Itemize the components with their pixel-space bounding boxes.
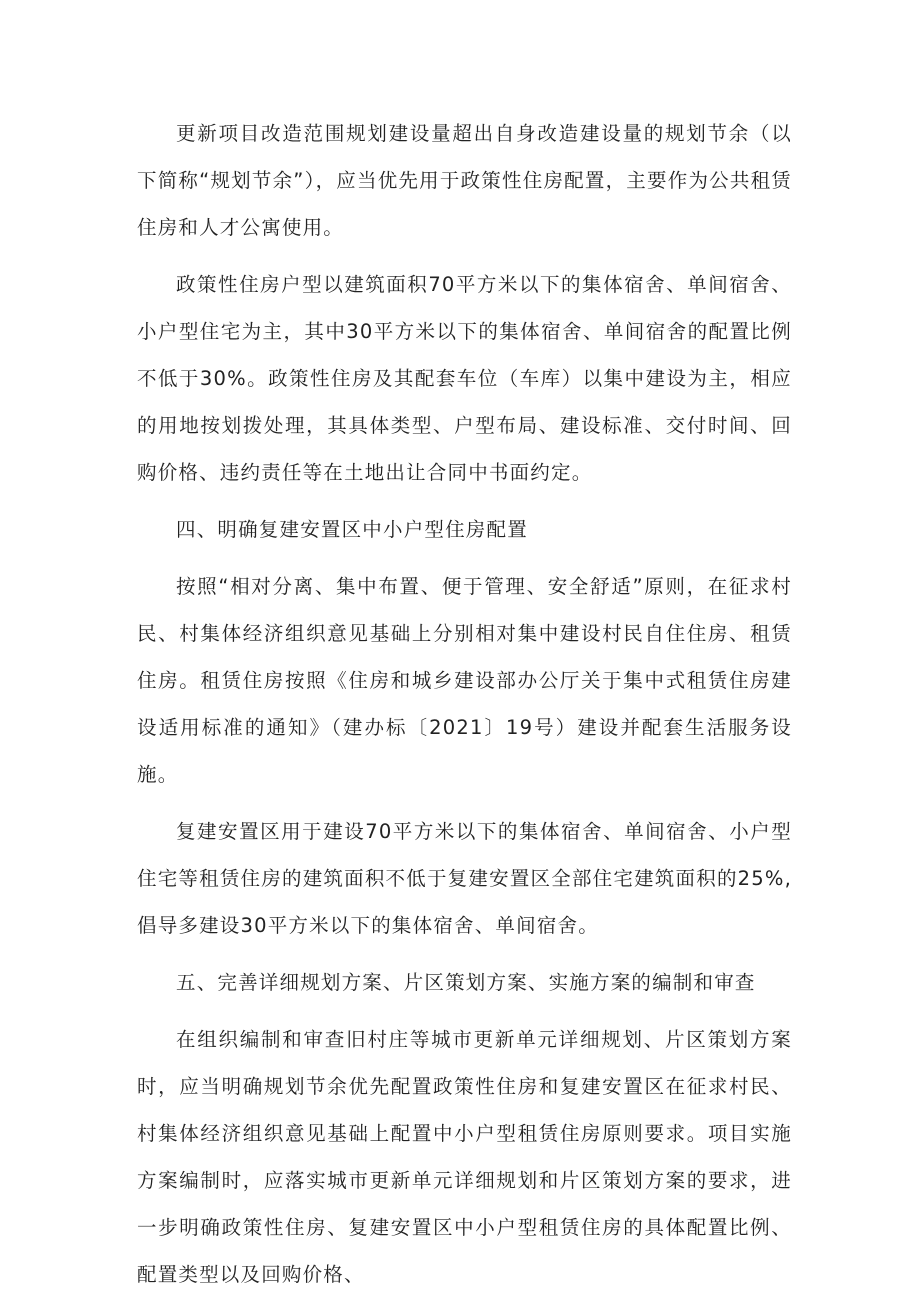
document-body bbox=[137, 110, 792, 1308]
section-heading-4: 四、明确复建安置区中小户型住房配置 bbox=[176, 518, 528, 541]
paragraph-plan-review: 在组织编制和审查旧村庄等城市更新单元详细规划、片区策划方案时，应当明确规划节余优先配置政策性住房和复建安置区在征求村民、村集体经济组织意见基础上配置中小户型租赁住房原则要求。项目实施方案编制时，应落实城市更新单元详细规划和片区策划方案的要求，进一步明确政策性住房、复建安置区中小户型租赁住房的具体配置比例、配置类型以及回购价格、 bbox=[137, 1028, 792, 1286]
paragraph-resettlement-ratio: 复建安置区用于建设70平方米以下的集体宿舍、单间宿舍、小户型住宅等租赁住房的建筑面积不低于复建安置区全部住宅建筑面积的25%,倡导多建设30平方米以下的集体宿舍、单间宿舍。 bbox=[137, 820, 792, 937]
paragraph-policy-housing-types: 政策性住房户型以建筑面积70平方米以下的集体宿舍、单间宿舍、小户型住宅为主，其中30平方米以下的集体宿舍、单间宿舍的配置比例不低于30%。政策性住房及其配套车位（车库）以集中建设为主，相应的用地按划拨处理，其具体类型、户型布局、建设标准、交付时间、回购价格、违约责任等在土地出让合同中书面约定。 bbox=[137, 273, 792, 484]
paragraph-separation-principle: 按照“相对分离、集中布置、便于管理、安全舒适”原则，在征求村民、村集体经济组织意见基础上分别相对集中建设村民自住住房、租赁住房。租赁住房按照《住房和城乡建设部办公厅关于集中式租赁住房建设适用标准的通知》（建办标〔2021〕19号）建设并配套生活服务设施。 bbox=[137, 575, 792, 786]
paragraph-planning-surplus: 更新项目改造范围规划建设量超出自身改造建设量的规划节余（以下简称“规划节余”），应当优先用于政策性住房配置，主要作为公共租赁住房和人才公寓使用。 bbox=[137, 122, 792, 239]
section-heading-5: 五、完善详细规划方案、片区策划方案、实施方案的编制和审查 bbox=[176, 971, 756, 994]
